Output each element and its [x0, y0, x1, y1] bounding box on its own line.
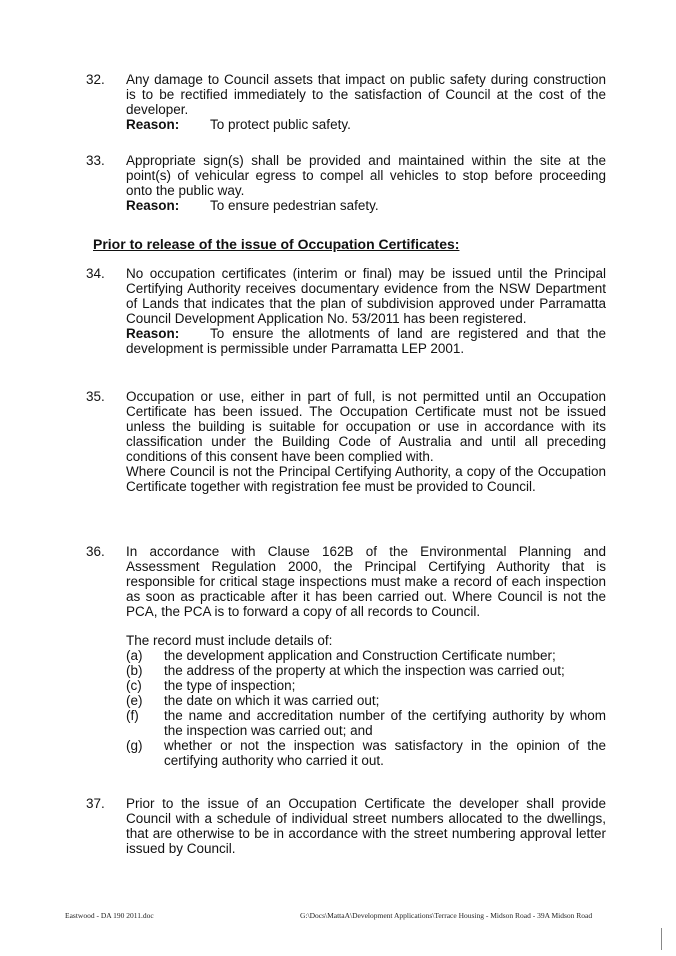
- list-item-text: the development application and Construction Certificate number;: [164, 648, 556, 663]
- list-item-label: (b): [126, 663, 143, 678]
- condition-number: 36.: [86, 544, 105, 559]
- list-item-label: (e): [126, 693, 143, 708]
- list-item-text: whether or not the inspection was satisfactory in the opinion of the certifying authority who carried it out.: [164, 738, 606, 768]
- condition-text: Occupation or use, either in part of full, is not permitted until an Occupation Certificate has been issued. The Occupation Certificate must not be issued unless the building is suitable for occupation or use in accordance with its classification under the Building Code of Australia and until all preceding conditions of this consent have been complied with.: [126, 389, 606, 464]
- condition-number: 35.: [86, 389, 105, 404]
- list-item: [126, 648, 606, 663]
- reason-label: Reason:: [126, 326, 180, 341]
- condition-37: [86, 796, 606, 856]
- list-item-label: (f): [126, 708, 139, 723]
- condition-35: [86, 389, 606, 494]
- condition-reason: [126, 117, 606, 132]
- footer-filename: Eastwood - DA 190 2011.doc: [65, 911, 154, 920]
- list-item: [126, 678, 606, 693]
- condition-text: In accordance with Clause 162B of the Environmental Planning and Assessment Regulation 2000, the Principal Certifying Authority that is responsible for critical stage inspections must make a record of each inspection as soon as practicable after it has been carried out. Where Council is not the PCA, the PCA is to forward a copy of all records to Council.: [126, 544, 606, 619]
- list-item: [126, 663, 606, 678]
- scan-edge-mark: [661, 928, 662, 950]
- condition-text: No occupation certificates (interim or final) may be issued until the Principal Certifying Authority receives documentary evidence from the NSW Department of Lands that indicates that the plan of subdivision approved under Parramatta Council Development Application No. 53/2011 has been registered.: [126, 266, 606, 326]
- condition-33: [86, 153, 606, 213]
- reason-text: To ensure pedestrian safety.: [210, 198, 379, 213]
- list-item-text: the type of inspection;: [164, 678, 296, 693]
- list-item-label: (g): [126, 738, 143, 753]
- record-details-list: [126, 633, 606, 768]
- reason-label: Reason:: [126, 198, 180, 213]
- condition-36: [86, 544, 606, 768]
- footer-filepath: G:\Docs\MattaA\Development Applications\Terrace Housing - Midson Road - 39A Midson Road: [300, 911, 593, 920]
- list-item-label: (c): [126, 678, 142, 693]
- condition-text-secondary: Where Council is not the Principal Certifying Authority, a copy of the Occupation Certificate together with registration fee must be provided to Council.: [126, 464, 606, 494]
- list-intro: The record must include details of:: [126, 633, 333, 648]
- reason-text: To ensure the allotments of land are registered and that the development is permissible under Parramatta LEP 2001.: [126, 326, 606, 356]
- condition-reason: [126, 326, 606, 356]
- condition-text: Any damage to Council assets that impact on public safety during construction is to be rectified immediately to the satisfaction of Council at the cost of the developer.: [126, 72, 606, 117]
- condition-number: 33.: [86, 153, 105, 168]
- reason-label: Reason:: [126, 117, 180, 132]
- condition-text: Appropriate sign(s) shall be provided and maintained within the site at the point(s) of vehicular egress to compel all vehicles to stop before proceeding onto the public way.: [126, 153, 606, 198]
- condition-number: 34.: [86, 266, 105, 281]
- list-item-text: the name and accreditation number of the certifying authority by whom the inspection was carried out; and: [164, 708, 606, 738]
- list-item-label: (a): [126, 648, 143, 663]
- condition-text: Prior to the issue of an Occupation Certificate the developer shall provide Council with a schedule of individual street numbers allocated to the dwellings, that are otherwise to be in accordance with the street numbering approval letter issued by Council.: [126, 796, 606, 856]
- list-item: [126, 693, 606, 708]
- condition-number: 37.: [86, 796, 105, 811]
- reason-text: To protect public safety.: [210, 117, 351, 132]
- condition-number: 32.: [86, 72, 105, 87]
- list-item: [126, 708, 606, 738]
- list-item: [126, 738, 606, 768]
- section-heading: Prior to release of the issue of Occupation Certificates:: [93, 236, 460, 252]
- list-item-text: the address of the property at which the inspection was carried out;: [164, 663, 565, 678]
- condition-32: [86, 72, 606, 132]
- condition-34: [86, 266, 606, 356]
- list-item-text: the date on which it was carried out;: [164, 693, 380, 708]
- condition-reason: [126, 198, 606, 213]
